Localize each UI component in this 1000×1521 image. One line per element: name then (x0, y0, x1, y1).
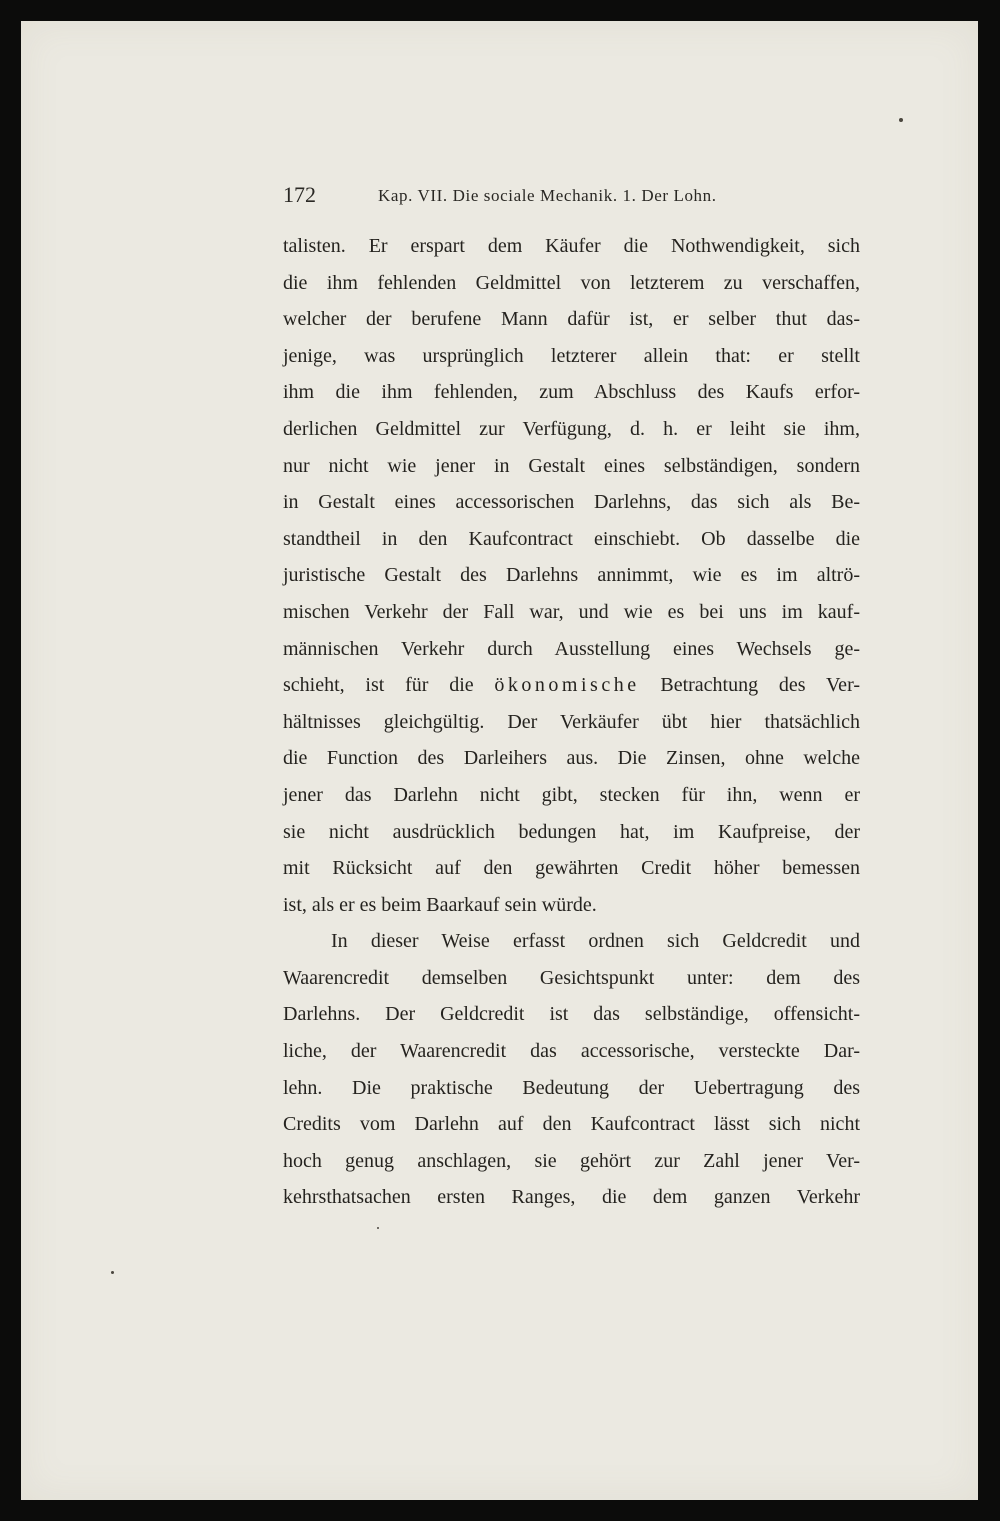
text-line: juristische Gestalt des Darlehns annimmt, wie es im altrö- (283, 564, 860, 587)
paper-speck (377, 1227, 379, 1229)
text-line: standtheil in den Kaufcontract einschiebt. Ob dasselbe die (283, 527, 860, 550)
text-line: in Gestalt eines accessorischen Darlehns, das sich als Be- (283, 491, 860, 514)
text-line: die Function des Darleihers aus. Die Zinsen, ohne welche (283, 747, 860, 770)
text-line: Waarencredit demselben Gesichtspunkt unter: dem des (283, 966, 860, 989)
text-segment: schieht, ist für die (283, 674, 474, 697)
text-line: welcher der berufene Mann dafür ist, er selber thut das- (283, 308, 860, 331)
text-line: mischen Verkehr der Fall war, und wie es bei uns im kauf- (283, 600, 860, 623)
body-text (283, 228, 860, 1216)
text-line: jener das Darlehn nicht gibt, stecken für ihn, wenn er (283, 783, 860, 806)
paper-speck (111, 1271, 114, 1274)
text-line: hältnisses gleichgültig. Der Verkäufer übt hier thatsächlich (283, 710, 860, 733)
page-header (283, 180, 863, 214)
text-line: Darlehns. Der Geldcredit ist das selbständige, offensicht- (283, 1003, 860, 1026)
text-line: nur nicht wie jener in Gestalt eines selbständigen, sondern (283, 454, 860, 477)
book-page (21, 21, 978, 1500)
text-line: Credits vom Darlehn auf den Kaufcontract lässt sich nicht (283, 1113, 860, 1136)
text-line: sie nicht ausdrücklich bedungen hat, im Kaufpreise, der (283, 820, 860, 843)
paper-speck (899, 118, 903, 122)
text-line: ihm die ihm fehlenden, zum Abschluss des Kaufs erfor- (283, 381, 860, 404)
text-line: liche, der Waarencredit das accessorische, versteckte Dar- (283, 1040, 860, 1063)
text-line: lehn. Die praktische Bedeutung der Uebertragung des (283, 1076, 860, 1099)
text-line-emphasis (283, 667, 860, 704)
text-line: jenige, was ursprünglich letzterer allein that: er stellt (283, 344, 860, 367)
page-number: 172 (283, 182, 316, 207)
text-line: derlichen Geldmittel zur Verfügung, d. h. er leiht sie ihm, (283, 417, 860, 440)
text-line: talisten. Er erspart dem Käufer die Nothwendigkeit, sich (283, 235, 860, 257)
paragraph-last-line: ist, als er es beim Baarkauf sein würde. (283, 893, 597, 916)
emphasized-word: ökonomische (494, 674, 640, 697)
running-head: Kap. VII. Die sociale Mechanik. 1. Der Lohn. (378, 186, 717, 205)
text-line: männischen Verkehr durch Ausstellung eines Wechsels ge- (283, 637, 860, 660)
text-line: kehrsthatsachen ersten Ranges, die dem ganzen Verkehr (283, 1186, 860, 1209)
text-line: die ihm fehlenden Geldmittel von letzterem zu verschaffen, (283, 271, 860, 294)
text-segment: Betrachtung des Ver- (660, 674, 860, 697)
paragraph-first-line: In dieser Weise erfasst ordnen sich Geldcredit und (331, 930, 860, 953)
text-line: hoch genug anschlagen, sie gehört zur Zahl jener Ver- (283, 1149, 860, 1172)
text-line: mit Rücksicht auf den gewährten Credit höher bemessen (283, 857, 860, 880)
